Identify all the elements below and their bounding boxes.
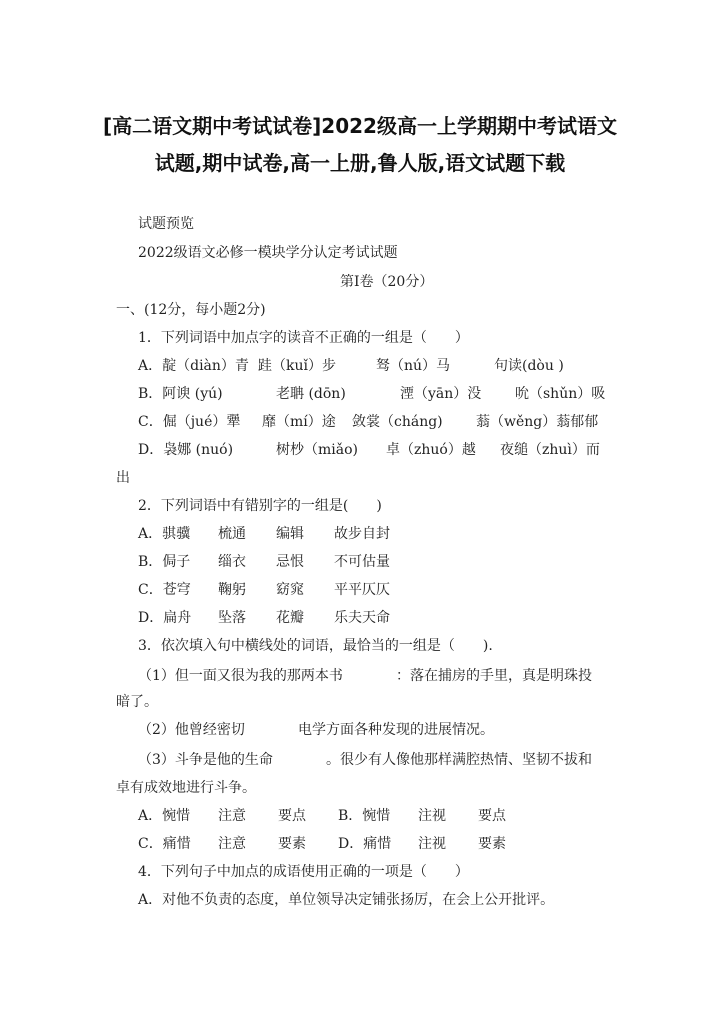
section-heading: 一、(12分，每小题2分) [116, 302, 266, 318]
question-2-stem: 2．下列词语中有错别字的一组是( ) [138, 498, 382, 514]
volume-heading: 第Ⅰ卷（20分） [340, 274, 434, 290]
question-1-option-d-continued: 出 [116, 470, 130, 486]
document-page: [高二语文期中考试试卷]2022级高一上学期期中考试语文 试题,期中试卷,高一上册,鲁人版,语文试题下载 试题预览 2022级语文必修一模块学分认定考试试题 第Ⅰ卷（20分） 一、(12分，每小题2分) 1．下列词语中加点字的读音不正确的一组是（ ） A．靛（diàn）青 跬（kuǐ）步 驽（nú）马 句读(dòu ) B．阿谀 (yú) 老聃 (dōn) 湮（yān）没 吮（shǔn）吸 C．倔（jué）犟 靡（mí）途 敛裳（cháng) 蓊（wěng）蓊郁郁 D．袅娜 (nuó) 树杪（miǎo) 卓（zhuó）越 夜缒（zhuì）而 出 2．下列词语中有错别字的一组是( ) A．骐骥 梳通 编辑 故步自封 B．侷子 缁衣 忌恨 不可估量 C．苍穹 鞠躬 窈窕 平平仄仄 D．扁舟 坠落 花瓣 乐夫天命 3．依次填入句中横线处的词语，最恰当的一组是（ ). （1）但一面又很为我的那两本书 ：落在捕房的手里，真是明珠投 暗了。 （2）他曾经密切 电学方面各种发现的进展情况。 （3）斗争是他的生命 。很少有人像他那样满腔热情、坚韧不拔和 卓有成效地进行斗争。 A．惋惜 注意 要点 B．惋惜 注视 要点 C．痛惜 注意 要素 D．痛惜 注视 要素 4．下列句子中加点的成语使用正确的一项是（ ） A．对他不负责的态度，单位领导决定铺张扬厉，在会上公开批评。 [0, 0, 720, 1018]
question-3-sentence-3-continued: 卓有成效地进行斗争。 [116, 780, 256, 796]
question-4-option-a: A．对他不负责的态度，单位领导决定铺张扬厉，在会上公开批评。 [138, 892, 555, 908]
question-4-stem: 4．下列句子中加点的成语使用正确的一项是（ ） [138, 864, 469, 880]
document-title-line2: 试题,期中试卷,高一上册,鲁人版,语文试题下载 [154, 151, 566, 175]
question-3-sentence-1-continued: 暗了。 [116, 694, 158, 710]
exam-name: 2022级语文必修一模块学分认定考试试题 [138, 245, 398, 261]
question-1-stem: 1．下列词语中加点字的读音不正确的一组是（ ） [138, 330, 469, 346]
preview-label: 试题预览 [138, 216, 194, 232]
question-3-stem: 3．依次填入句中横线处的词语，最恰当的一组是（ ). [138, 638, 493, 654]
document-title-line1: [高二语文期中考试试卷]2022级高一上学期期中考试语文 [103, 114, 617, 138]
